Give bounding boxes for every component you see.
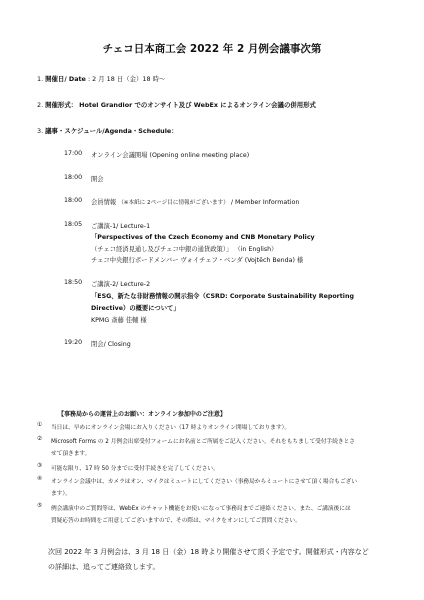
- notice-text-3a: オンライン会議中は、カメラはオン、マイクはミュートにしてください（事務局からミュートにさせて頂く場合もござい: [51, 479, 358, 485]
- notice-number-2: ③: [37, 463, 43, 469]
- agenda-time-5: 19:20: [64, 339, 83, 346]
- agenda-time-0: 17:00: [64, 150, 83, 157]
- notice-number-3: ④: [37, 476, 43, 482]
- lecture1-heading: ご講演-1/ Lecture-1: [91, 223, 151, 230]
- lecture1-language: （in English）: [234, 246, 278, 253]
- notice-text-4b: 質疑応答のお時間をご用意してございますので、その際は、マイクをオンにしてご質問ください。: [51, 518, 301, 524]
- notice-number-1: ②: [37, 436, 43, 442]
- section-agenda: [37, 126, 178, 135]
- page-title: チェコ日本商工会 2022 年 2 月例会議事次第: [102, 43, 322, 55]
- section-format: [37, 100, 316, 109]
- lecture1-subtitle-jp: （チェコ経済見通し及びチェコ中銀の通貨政策）」: [91, 246, 233, 253]
- section-format-label: 開催形式：: [45, 101, 78, 109]
- notice-text-3b: ます）。: [51, 491, 71, 497]
- notice-text-4a: 例会講演中のご質問等は、WebEx のチャット機能をお使いになって事務局までご連絡ください。また、ご講演後には: [51, 506, 351, 512]
- agenda-text-2-tail: / Member Information: [230, 199, 300, 206]
- notice-number-4: ⑤: [37, 503, 43, 509]
- section-agenda-number: 3.: [37, 127, 44, 135]
- section-date: [37, 74, 165, 83]
- agenda-time-1: 18:00: [64, 174, 83, 181]
- lecture1-title: 「Perspectives of the Czech Economy and CNB Monetary Policy: [91, 234, 315, 241]
- lecture2-speaker: KPMG 斎藤 佳輔 様: [91, 317, 147, 324]
- agenda-text-2-main: 会員情報: [91, 199, 117, 206]
- agenda-text-5: 閉会/ Closing: [91, 341, 131, 348]
- footer-line-2: の詳細は、追ってご連絡致します。: [48, 563, 160, 571]
- agenda-time-4: 18:50: [64, 279, 83, 286]
- lecture1-speaker: チェコ中央銀行ボードメンバー ヴォイチェフ・ベンダ (Vojtěch Benda) 様: [91, 257, 304, 264]
- footer-line-1: 次回 2022 年 3 月例会は、3 月 18 日（金）18 時より開催させて頂く予定です。開催形式・内容など: [48, 548, 369, 556]
- notice-text-1b: せて頂きます。: [51, 451, 91, 457]
- section-date-label: 開催日/ Date: [45, 75, 86, 83]
- section-date-number: 1.: [37, 75, 44, 83]
- section-format-number: 2.: [37, 101, 44, 109]
- agenda-time-3: 18:05: [64, 221, 83, 228]
- agenda-time-2: 18:00: [64, 197, 83, 204]
- notice-text-2: 可能な限り、17 時 50 分までに受付手続きを完了してください。: [51, 466, 219, 472]
- section-agenda-label: 議事・スケジュール/Agenda・Schedule：: [45, 127, 178, 135]
- section-format-value: Hotel Grandior でのオンサイト及び WebEx によるオンライン会議の併用形式: [79, 101, 316, 109]
- lecture2-title-line1: 「ESG、新たな非財務情報の開示指令（CSRD: Corporate Sustainability Reporting: [91, 293, 354, 300]
- lecture1-subtitle: [91, 244, 277, 253]
- lecture2-title-line2: Directive）の概要について」: [91, 305, 180, 312]
- lecture2-heading: ご講演-2/ Lecture-2: [91, 281, 151, 288]
- notice-text-1a: Microsoft Forms の 2 月例会出席受付フォームにお名前とご所属をご記入ください。それをもちまして受付手続きとさ: [51, 439, 355, 445]
- notice-number-0: ①: [37, 422, 43, 428]
- agenda-text-1: 開会: [91, 176, 104, 183]
- notice-text-0: 当日は、早めにオンライン会場にお入りください（17 時よりオンライン開場しております）。: [51, 425, 291, 431]
- notice-title: 【事務局からの運営上のお願い：オンライン参加中のご注意】: [58, 411, 226, 418]
- section-date-value: : 2 月 18 日（金）18 時〜: [87, 75, 166, 83]
- agenda-text-2-note: （※本紙に 2ページ目に情報がございます）: [118, 200, 229, 206]
- agenda-text-2: [91, 197, 299, 206]
- agenda-text-0: オンライン会議開場 (Opening online meeting place): [91, 152, 250, 159]
